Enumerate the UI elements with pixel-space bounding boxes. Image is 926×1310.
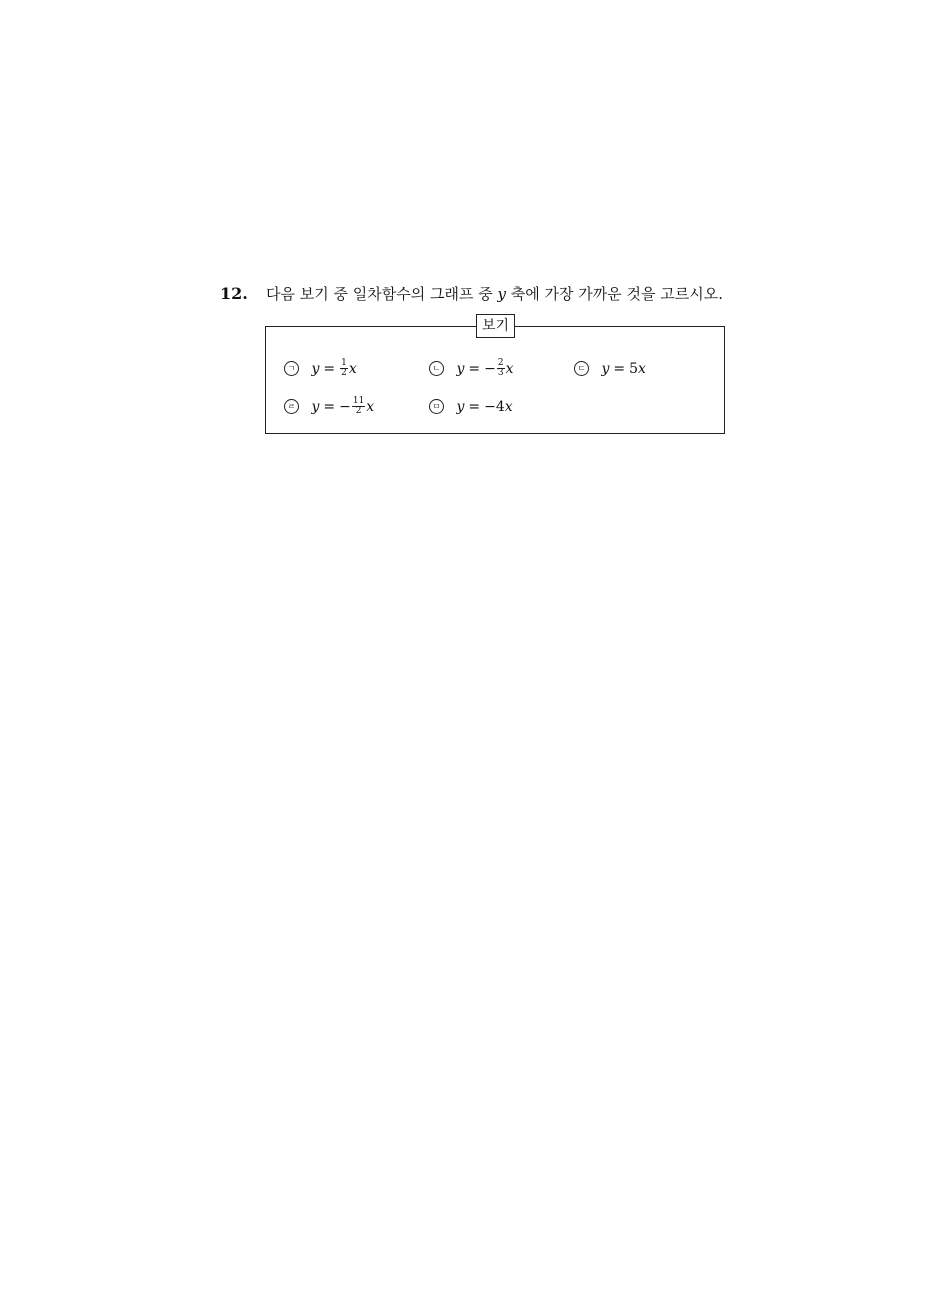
option-5-coefficient: 4	[495, 399, 505, 415]
option-2-equals: =	[468, 361, 481, 377]
option-5-equals: =	[468, 399, 481, 415]
option-4-lhs: y	[311, 399, 320, 415]
option-3-lhs: y	[601, 361, 610, 377]
option-3-equals: =	[613, 361, 626, 377]
option-4-marker: ㄹ	[284, 399, 299, 414]
option-5	[429, 394, 513, 420]
option-3-var: x	[638, 361, 646, 377]
option-1-lhs: y	[311, 361, 320, 377]
option-2	[429, 356, 513, 382]
option-1-denominator: 2	[341, 367, 347, 378]
question-text-after: 축에 가장 가까운 것을 고르시오.	[510, 285, 723, 303]
option-5-sign: −	[484, 399, 496, 415]
option-4-denominator: 2	[355, 405, 362, 416]
option-2-marker: ㄴ	[429, 361, 444, 376]
option-5-var: x	[504, 399, 513, 415]
option-3-marker: ㄷ	[574, 361, 589, 376]
option-1-equation	[311, 357, 357, 378]
option-1	[284, 356, 357, 382]
option-3-equation	[601, 361, 645, 377]
option-1-equals: =	[323, 361, 336, 377]
option-4-var: x	[366, 399, 375, 415]
option-2-lhs: y	[456, 361, 465, 377]
option-2-var: x	[505, 361, 514, 377]
option-1-var: x	[348, 361, 357, 377]
option-4-fraction	[352, 397, 365, 416]
option-2-sign: −	[484, 361, 496, 377]
option-1-numerator: 1	[341, 357, 347, 368]
option-3	[574, 356, 646, 382]
option-5-equation	[456, 399, 512, 415]
question-number: 12.	[220, 284, 248, 303]
option-4-sign: −	[339, 399, 351, 415]
option-4-numerator: 11	[352, 395, 365, 406]
question-text	[266, 283, 723, 305]
option-2-fraction	[497, 359, 505, 378]
option-5-marker: ㅁ	[429, 399, 444, 414]
choices-box-title: 보기	[476, 314, 515, 338]
option-4-equals: =	[323, 399, 336, 415]
option-4-equation	[311, 395, 375, 416]
option-2-denominator: 3	[497, 367, 504, 378]
option-1-fraction	[340, 359, 348, 378]
question	[220, 283, 740, 307]
option-2-numerator: 2	[497, 357, 504, 368]
question-text-before: 다음 보기 중 일차함수의 그래프 중	[266, 285, 493, 303]
option-4	[284, 394, 374, 420]
option-1-marker: ㄱ	[284, 361, 299, 376]
question-variable: y	[497, 285, 506, 303]
option-3-coefficient: 5	[629, 361, 639, 377]
option-2-equation	[456, 357, 514, 378]
option-5-lhs: y	[456, 399, 465, 415]
